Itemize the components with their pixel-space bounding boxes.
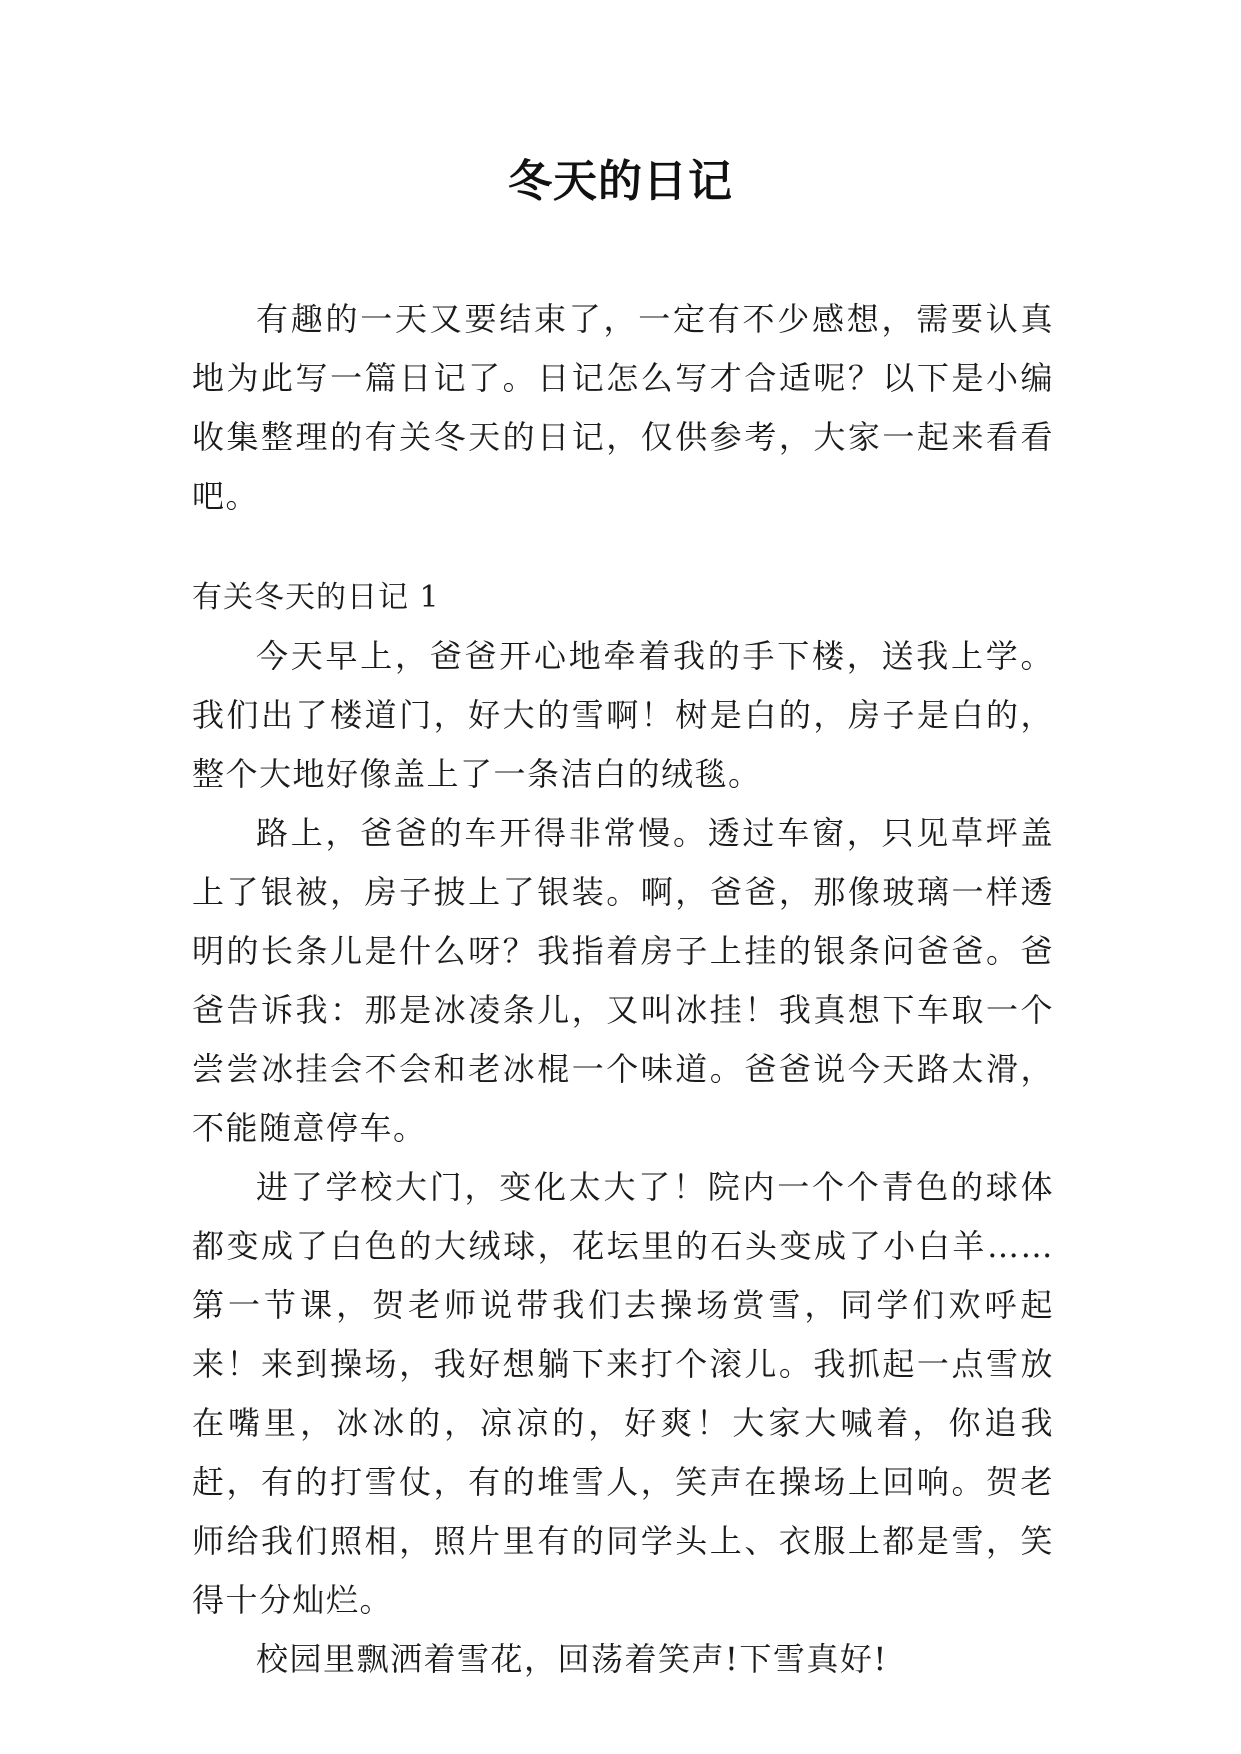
body-paragraph: 进了学校大门，变化太大了！院内一个个青色的球体都变成了白色的大绒球，花坛里的石头变成了小白羊……第一节课，贺老师说带我们去操场赏雪，同学们欢呼起来！来到操场，我好想躺下来打个滚儿。我抓起一点雪放在嘴里，冰冰的，凉凉的，好爽！大家大喊着，你追我赶，有的打雪仗，有的堆雪人，笑声在操场上回响。贺老师给我们照相，照片里有的同学头上、衣服上都是雪，笑得十分灿烂。	[192, 1168, 1054, 1619]
body-paragraph: 路上，爸爸的车开得非常慢。透过车窗，只见草坪盖上了银被，房子披上了银装。啊，爸爸，那像玻璃一样透明的长条儿是什么呀？我指着房子上挂的银条问爸爸。爸爸告诉我：那是冰凌条儿，又叫冰挂！我真想下车取一个尝尝冰挂会不会和老冰棍一个味道。爸爸说今天路太滑，不能随意停车。	[192, 814, 1054, 1147]
body-paragraph: 校园里飘洒着雪花，回荡着笑声!下雪真好!	[256, 1640, 888, 1678]
section-heading: 有关冬天的日记 1	[192, 580, 440, 615]
document-title: 冬天的日记	[508, 156, 733, 207]
document-body	[192, 290, 1054, 1689]
intro-paragraph: 有趣的一天又要结束了，一定有不少感想，需要认真地为此写一篇日记了。日记怎么写才合适呢？以下是小编收集整理的有关冬天的日记，仅供参考，大家一起来看看吧。	[192, 300, 1054, 515]
body-paragraph: 今天早上，爸爸开心地牵着我的手下楼，送我上学。我们出了楼道门，好大的雪啊！树是白的，房子是白的，整个大地好像盖上了一条洁白的绒毯。	[192, 637, 1054, 793]
